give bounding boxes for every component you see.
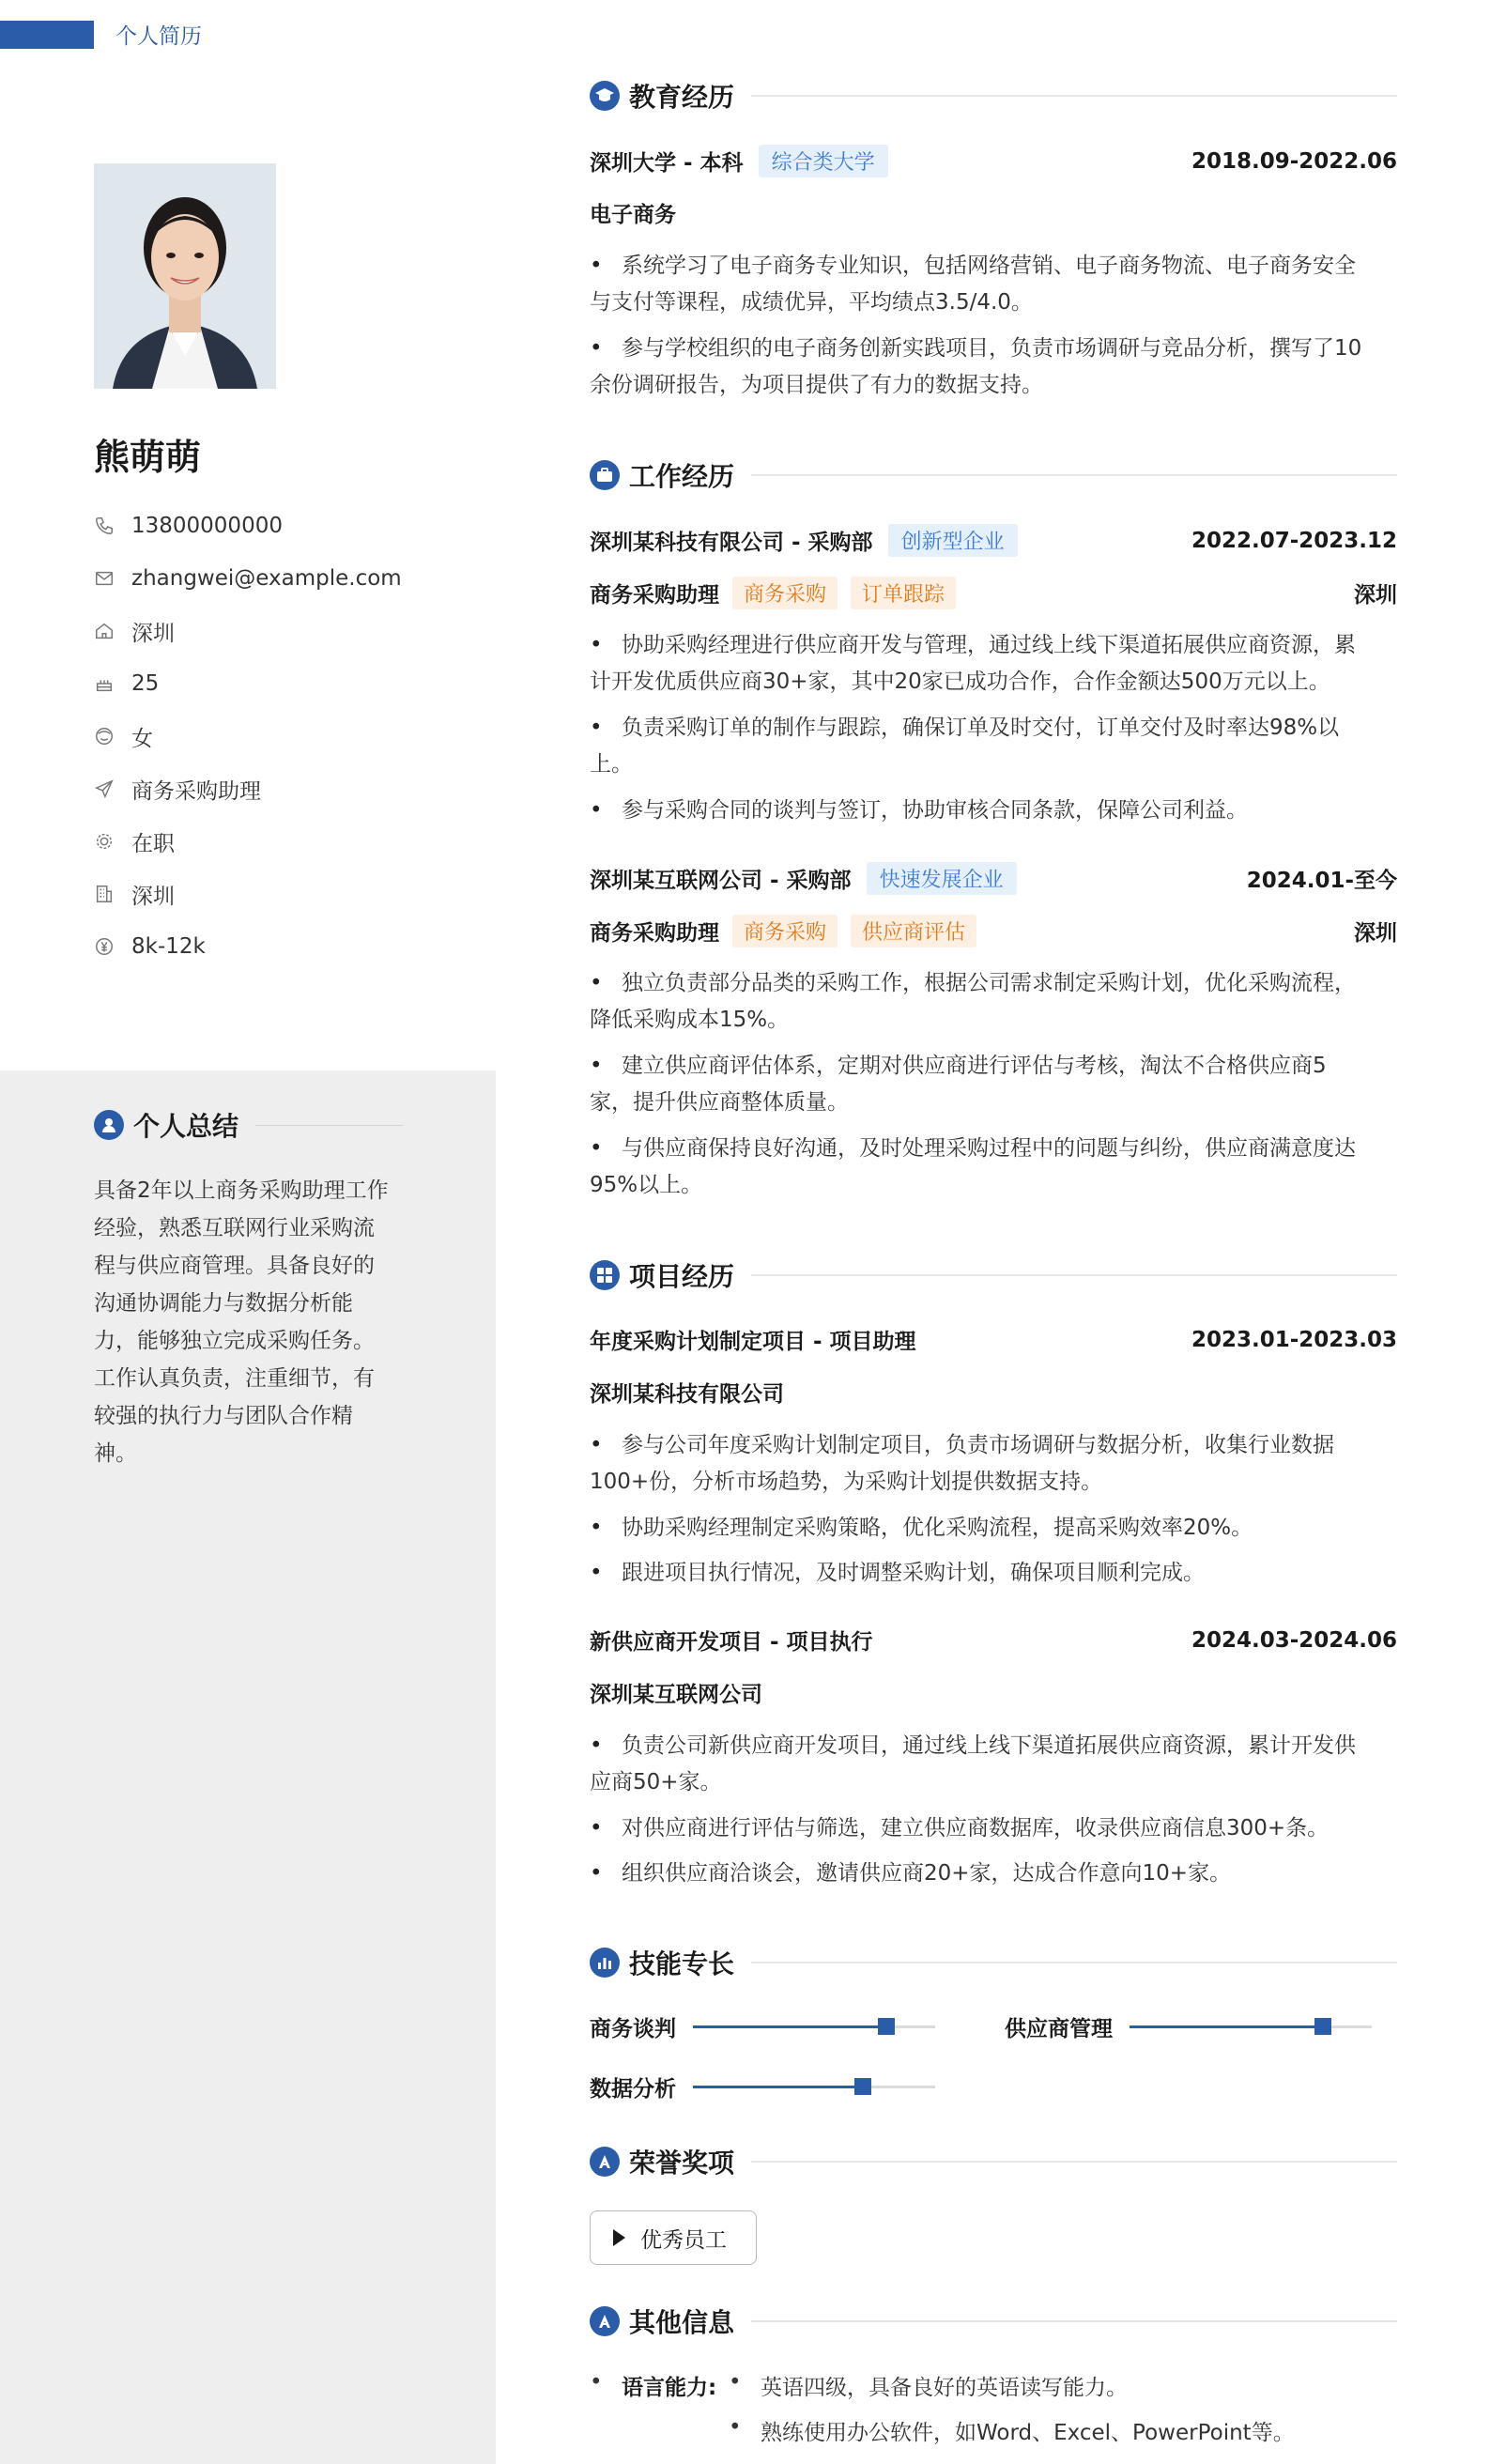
other-item: 熟练使用办公软件，如Word、Excel、PowerPoint等。 [761, 2421, 1295, 2445]
contact-info-list [94, 500, 402, 973]
summary-line: 力，能够独立完成采购任务。 [94, 1329, 375, 1353]
job-date: 2024.01-至今 [1246, 869, 1397, 893]
job-company-row [590, 524, 1397, 557]
status-icon [94, 831, 115, 852]
bullet-dot: • [590, 2370, 603, 2395]
job-company-row [590, 862, 1397, 895]
education-header [590, 77, 1397, 115]
job-skill-tag: 商务采购 [732, 577, 838, 609]
job-company-tag: 快速发展企业 [867, 862, 1017, 895]
education-date: 2018.09-2022.06 [1191, 148, 1397, 174]
project-name-row [590, 1625, 1397, 1656]
send-icon [94, 778, 115, 799]
education-title: 教育经历 [629, 82, 735, 113]
skill-name: 数据分析 [590, 2077, 676, 2102]
info-city [94, 868, 402, 920]
job-skill-tag: 供应商评估 [851, 915, 976, 947]
projects-header [590, 1256, 1397, 1294]
project-bullet: • 跟进项目执行情况，及时调整采购计划，确保项目顺利完成。 [590, 1555, 1397, 1592]
job-role: 商务采购助理 [590, 583, 719, 608]
bullet-dot: • [729, 2415, 742, 2440]
skill-bar-knob [1314, 2018, 1331, 2035]
skill-bar [693, 2086, 935, 2088]
bullet-dot: • [729, 2370, 742, 2395]
award-label: 优秀员工 [640, 2227, 727, 2253]
project-bullet: • 对供应商进行评估与筛选，建立供应商数据库，收录供应商信息300+条。 [590, 1810, 1397, 1847]
other-header [590, 2302, 1397, 2340]
bar-chart-icon [590, 1948, 620, 1978]
summary-line: 具备2年以上商务采购助理工作 [94, 1178, 389, 1203]
projects-divider [751, 1274, 1397, 1276]
projects-title: 项目经历 [629, 1261, 735, 1292]
project-name: 新供应商开发项目 - 项目执行 [590, 1630, 873, 1655]
briefcase-icon [590, 460, 620, 490]
other-label: 语言能力: [622, 2376, 717, 2400]
summary-line: 工作认真负责，注重细节，有 [94, 1366, 375, 1391]
other-divider [751, 2320, 1397, 2322]
building-icon [94, 884, 115, 904]
salary-text: 8k-12k [131, 934, 206, 959]
cake-icon [94, 673, 115, 694]
job-bullet: • 参与采购合同的谈判与签订，协助审核合同条款，保障公司利益。 [590, 793, 1397, 829]
job-bullet: • 协助采购经理进行供应商开发与管理，通过线上线下渠道拓展供应商资源，累 计开发优质供应商30+家，其中20家已成功合作，合作金额达500万元以上。 [590, 627, 1397, 701]
grid-icon [590, 1260, 620, 1290]
award-item-button[interactable] [590, 2210, 757, 2265]
job-bullet: • 独立负责部分品类的采购工作，根据公司需求制定采购计划，优化采购流程， 降低采购成本15%。 [590, 965, 1397, 1039]
education-school-row [590, 145, 1397, 177]
awards-divider [751, 2161, 1397, 2163]
city-text: 深圳 [131, 884, 175, 909]
school-name: 深圳大学 - 本科 [590, 151, 744, 176]
skill-item [590, 2011, 935, 2042]
yen-icon [94, 936, 115, 957]
project-bullet: • 参与公司年度采购计划制定项目，负责市场调研与数据分析，收集行业数据 100+份，分析市场趋势，为采购计划提供数据支持。 [590, 1427, 1397, 1501]
user-icon [94, 1110, 124, 1140]
job-bullet: • 与供应商保持良好沟通，及时处理采购过程中的问题与纠纷，供应商满意度达 95%以上。 [590, 1131, 1397, 1204]
awards-title: 荣誉奖项 [629, 2148, 735, 2179]
major-name: 电子商务 [590, 203, 676, 227]
info-badge-icon [590, 2306, 620, 2336]
skill-bar [1130, 2025, 1372, 2028]
project-date: 2024.03-2024.06 [1191, 1627, 1397, 1653]
gender-text: 女 [131, 726, 153, 751]
info-phone [94, 500, 402, 552]
summary-divider [255, 1125, 404, 1126]
skills-title: 技能专长 [629, 1948, 735, 1979]
project-org: 深圳某科技有限公司 [590, 1382, 784, 1407]
summary-title: 个人总结 [133, 1111, 239, 1142]
job-company-tag: 创新型企业 [888, 524, 1018, 557]
education-bullet: • 系统学习了电子商务专业知识，包括网络营销、电子商务物流、电子商务安全 与支付等课程，成绩优异，平均绩点3.5/4.0。 [590, 248, 1397, 321]
position-text: 商务采购助理 [131, 778, 261, 804]
award-icon [590, 2147, 620, 2177]
skill-item [1005, 2011, 1372, 2042]
summary-line: 沟通协调能力与数据分析能 [94, 1291, 353, 1316]
skill-name: 商务谈判 [590, 2017, 676, 2041]
project-name-row [590, 1324, 1397, 1355]
work-divider [751, 474, 1397, 476]
info-location [94, 605, 402, 657]
project-org-row [590, 1377, 1397, 1408]
phone-icon [94, 516, 115, 536]
page-title: 个人简历 [115, 24, 202, 49]
info-gender [94, 710, 402, 762]
school-tag: 综合类大学 [759, 145, 888, 177]
job-role-row [590, 915, 1397, 947]
project-name: 年度采购计划制定项目 - 项目助理 [590, 1330, 916, 1354]
age-text: 25 [131, 671, 160, 696]
project-bullet: • 协助采购经理制定采购策略，优化采购流程，提高采购效率20%。 [590, 1510, 1397, 1547]
email-text: zhangwei@example.com [131, 566, 402, 591]
skill-bar-knob [878, 2018, 895, 2035]
skills-header [590, 1944, 1397, 1981]
summary-text [94, 1172, 404, 1472]
summary-header [94, 1106, 404, 1144]
avatar [94, 163, 276, 389]
info-age [94, 657, 402, 710]
job-skill-tag: 订单跟踪 [851, 577, 956, 609]
education-bullet: • 参与学校组织的电子商务创新实践项目，负责市场调研与竞品分析，撰写了10 余份调研报告，为项目提供了有力的数据支持。 [590, 331, 1397, 404]
job-role-row [590, 577, 1397, 609]
job-bullet: • 负责采购订单的制作与跟踪，确保订单及时交付，订单交付及时率达98%以 上。 [590, 710, 1397, 783]
summary-line: 程与供应商管理。具备良好的 [94, 1254, 375, 1278]
project-org: 深圳某互联网公司 [590, 1683, 762, 1707]
job-company: 深圳某科技有限公司 - 采购部 [590, 531, 873, 555]
face-icon [94, 726, 115, 747]
skill-bar [693, 2025, 935, 2028]
skill-bar-knob [854, 2078, 871, 2095]
job-skill-tag: 商务采购 [732, 915, 838, 947]
project-bullet: • 负责公司新供应商开发项目，通过线上线下渠道拓展供应商资源，累计开发供 应商50+家。 [590, 1728, 1397, 1801]
summary-line: 神。 [94, 1441, 137, 1466]
job-city: 深圳 [1354, 583, 1397, 608]
candidate-name: 熊萌萌 [94, 437, 202, 478]
status-text: 在职 [131, 831, 175, 856]
info-status [94, 815, 402, 868]
job-role: 商务采购助理 [590, 921, 719, 946]
play-triangle-icon [613, 2229, 625, 2246]
job-date: 2022.07-2023.12 [1191, 528, 1397, 553]
other-language-row [590, 2370, 1128, 2401]
summary-line: 较强的执行力与团队合作精 [94, 1404, 353, 1428]
skill-bar-fill [693, 2025, 886, 2028]
header-accent-bar [0, 21, 94, 49]
skill-bar-fill [693, 2086, 863, 2088]
project-bullet: • 组织供应商洽谈会，邀请供应商20+家，达成合作意向10+家。 [590, 1856, 1397, 1892]
info-email [94, 552, 402, 605]
graduation-cap-icon [590, 81, 620, 111]
work-title: 工作经历 [629, 461, 735, 492]
education-divider [751, 95, 1397, 97]
location-text: 深圳 [131, 621, 175, 646]
job-bullet: • 建立供应商评估体系，定期对供应商进行评估与考核，淘汰不合格供应商5 家，提升供应商整体质量。 [590, 1048, 1397, 1121]
portrait-image [94, 163, 276, 389]
mail-icon [94, 568, 115, 589]
phone-text: 13800000000 [131, 514, 283, 538]
skill-name: 供应商管理 [1005, 2017, 1113, 2041]
project-org-row [590, 1677, 1397, 1708]
other-office-row [729, 2415, 1295, 2446]
other-item: 英语四级，具备良好的英语读写能力。 [761, 2376, 1128, 2400]
skill-bar-fill [1130, 2025, 1323, 2028]
job-city: 深圳 [1354, 921, 1397, 946]
summary-line: 经验，熟悉互联网行业采购流 [94, 1216, 375, 1240]
education-major-row [590, 197, 1397, 228]
skills-divider [751, 1962, 1397, 1964]
awards-header [590, 2143, 1397, 2180]
work-header [590, 456, 1397, 494]
other-title: 其他信息 [629, 2307, 735, 2338]
home-icon [94, 621, 115, 641]
project-date: 2023.01-2023.03 [1191, 1327, 1397, 1352]
skill-item [590, 2071, 935, 2102]
info-position [94, 762, 402, 815]
job-company: 深圳某互联网公司 - 采购部 [590, 869, 852, 893]
info-salary [94, 920, 402, 973]
